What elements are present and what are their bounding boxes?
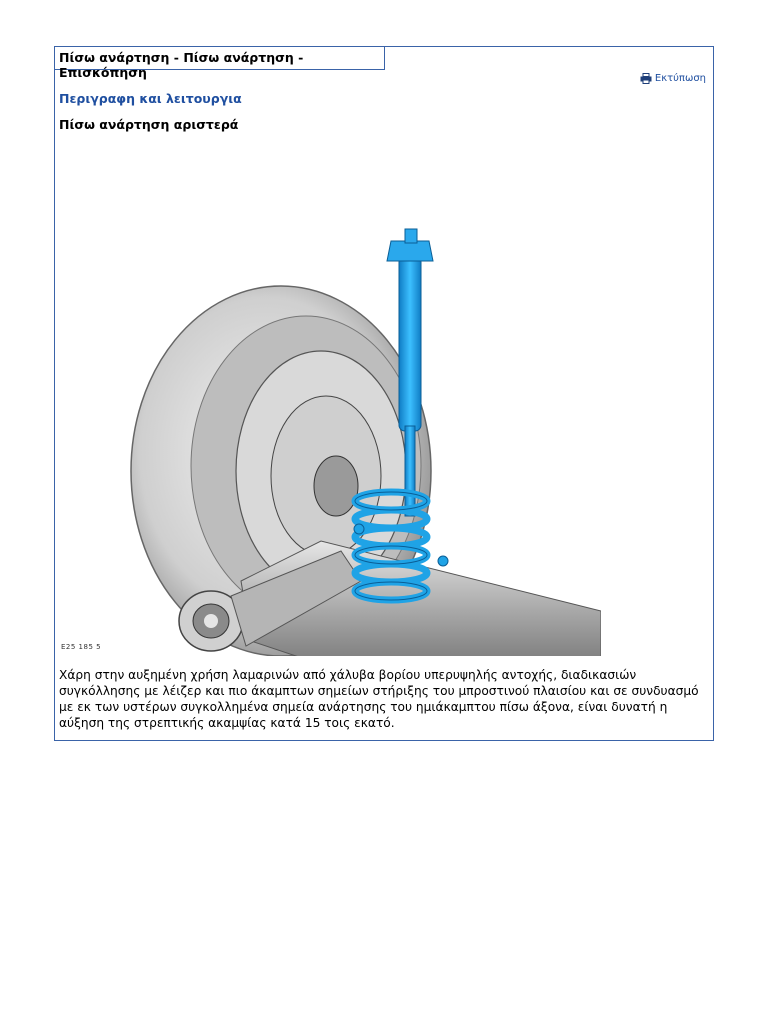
printer-icon [640,73,652,84]
page-title: Πίσω ανάρτηση - Πίσω ανάρτηση - Επισκόπηση [59,50,304,80]
section-heading: Περιγραφη και λειτουργια [59,91,242,106]
hub [314,456,358,516]
document-frame [54,46,714,741]
shock-absorber-rod [405,426,415,516]
shock-absorber-body [399,256,421,431]
subheading: Πίσω ανάρτηση αριστερά [59,117,239,132]
print-label: Εκτύπωση [654,73,706,84]
title-cell [55,47,385,80]
shock-top-mount [387,241,433,261]
description-paragraph: Χάρη στην αυξημένη χρήση λαμαρινών από χάλυβα βορίου υπερυψηλής αντοχής, διαδικασιών συγκόλλησης με λέιζερ και πιο άκαμπτων σημείων στήριξης του μπροστινού πλαισίου και σε συνδυασμό με εκ των υστέρων συγκολλημένα σημεία ανάρτησης του ημιάκαμπτου πίσω άξονα, είναι δυνατή η αύξηση της στρεπτικής ακαμψίας κατά 15 τοις εκατό. [59,668,699,730]
print-link[interactable] [640,73,706,84]
rear-suspension-figure [61,141,601,656]
figure-code: E25 185 5 [61,643,102,651]
